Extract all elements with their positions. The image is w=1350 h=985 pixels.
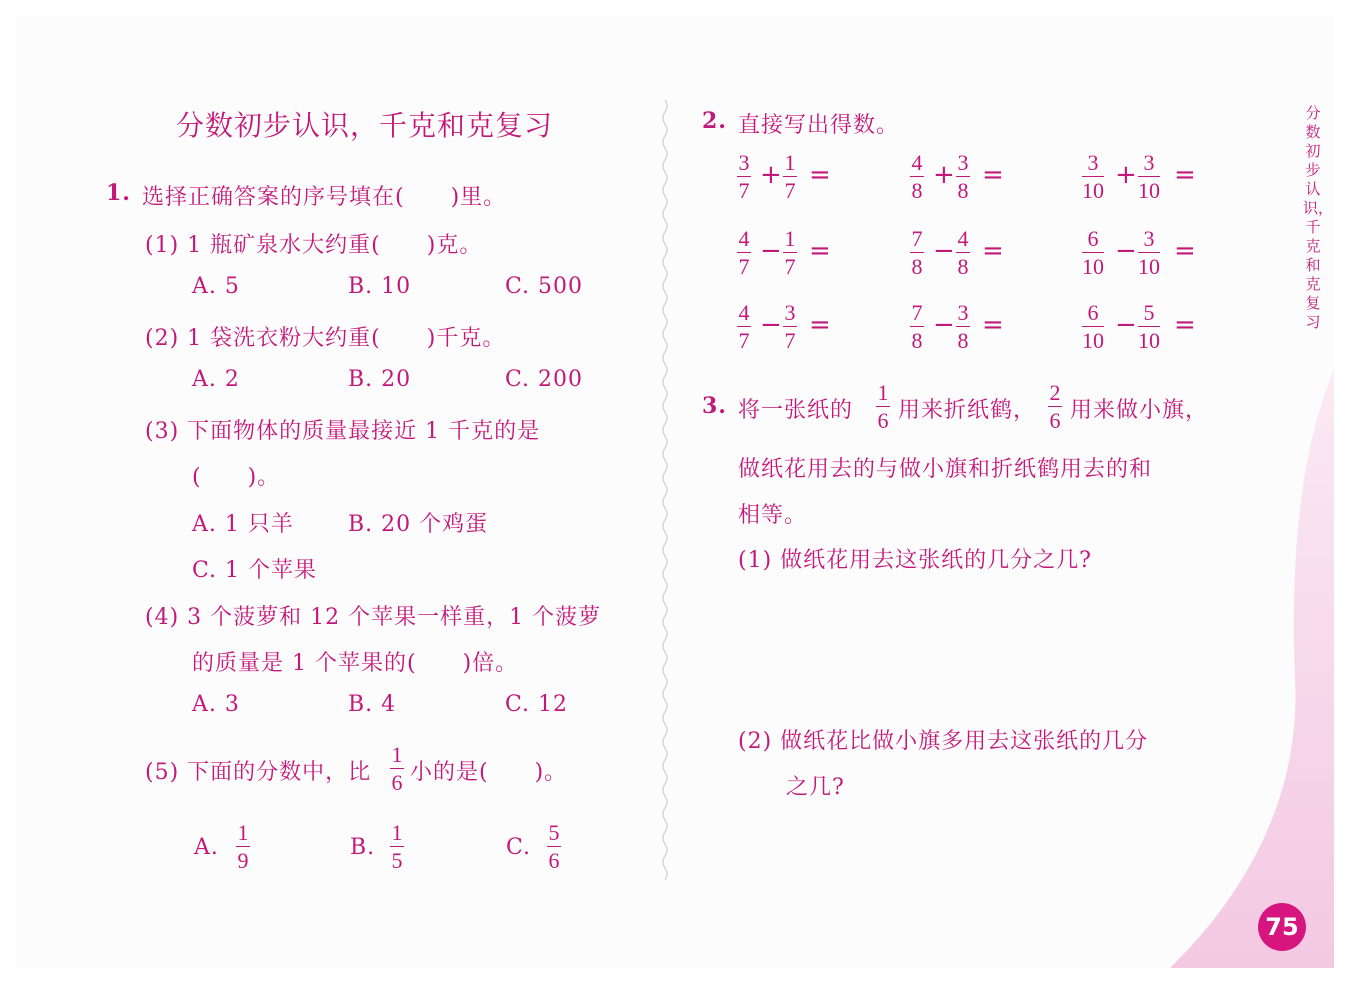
q1-s3-line2: ( )。: [192, 465, 281, 490]
q1-s5-fraction: [390, 742, 404, 795]
fraction-right: [956, 300, 970, 353]
fraction-denominator: 7: [738, 178, 750, 203]
fraction-left: [1082, 226, 1104, 279]
q1-s3-option-c: C. 1 个苹果: [192, 558, 318, 583]
fraction-denominator: 8: [911, 178, 923, 203]
q1-s2-option-c: C. 200: [505, 367, 584, 392]
q1-s5-option-c-label: C.: [506, 835, 532, 860]
q3-fraction-1: [876, 380, 890, 433]
q1-s5-option-a-fraction: [236, 820, 250, 873]
fraction-numerator: 1: [877, 380, 889, 405]
fraction-right: [783, 300, 797, 353]
equals-sign: =: [1174, 236, 1196, 266]
fraction-right: [1138, 226, 1160, 279]
fraction-denominator: 10: [1138, 178, 1160, 203]
q1-s3-option-a: A. 1 只羊: [192, 512, 294, 537]
q2-prompt: 直接写出得数。: [738, 113, 900, 138]
q3-s2-line2: 之几?: [786, 775, 845, 800]
q1-s1-option-a: A. 5: [192, 274, 240, 299]
fraction-left: [1082, 300, 1104, 353]
fraction-numerator: 2: [1049, 380, 1061, 405]
fraction-denominator: 8: [911, 254, 923, 279]
fraction-numerator: 6: [1087, 226, 1099, 251]
fraction-left: [1082, 150, 1104, 203]
fraction-denominator: 8: [957, 328, 969, 353]
fraction-denominator: 7: [784, 254, 796, 279]
fraction-numerator: 5: [548, 820, 560, 845]
fraction-left: [737, 226, 751, 279]
q1-s3-option-b: B. 20 个鸡蛋: [348, 512, 489, 537]
fraction-denominator: 10: [1138, 254, 1160, 279]
fraction-right: [783, 150, 797, 203]
equals-sign: =: [982, 310, 1004, 340]
q1-s5-text-after: 小的是( )。: [410, 760, 568, 785]
fraction-denominator: 10: [1082, 178, 1104, 203]
fraction-denominator: 6: [548, 848, 560, 873]
fraction-denominator: 10: [1082, 254, 1104, 279]
fraction-numerator: 5: [1143, 300, 1155, 325]
fraction-numerator: 6: [1087, 300, 1099, 325]
operator: −: [1115, 310, 1137, 340]
fraction-denominator: 7: [784, 328, 796, 353]
q1-s5-option-b-label: B.: [350, 835, 376, 860]
equals-sign: =: [809, 160, 831, 190]
fraction-numerator: 3: [957, 150, 969, 175]
fraction-left: [737, 150, 751, 203]
fraction-numerator: 3: [1087, 150, 1099, 175]
equals-sign: =: [809, 310, 831, 340]
q1-s5-option-b-fraction: [390, 820, 404, 873]
operator: −: [933, 236, 955, 266]
q3-s1-text: (1) 做纸花用去这张纸的几分之几?: [738, 548, 1092, 573]
q1-s2-text: (2) 1 袋洗衣粉大约重( )千克。: [145, 326, 506, 351]
equals-sign: =: [809, 236, 831, 266]
fraction-denominator: 8: [957, 254, 969, 279]
page-number-badge: 75: [1258, 903, 1306, 951]
q1-s1-text: (1) 1 瓶矿泉水大约重( )克。: [145, 233, 483, 258]
fraction-denominator: 6: [877, 408, 889, 433]
fraction-denominator: 7: [738, 254, 750, 279]
fraction-numerator: 1: [784, 150, 796, 175]
q1-s4-option-b: B. 4: [348, 692, 397, 717]
q3-text-part1: 将一张纸的: [738, 398, 854, 423]
q3-text-part3: 用来做小旗，: [1070, 398, 1209, 423]
q3-s2-line1: (2) 做纸花比做小旗多用去这张纸的几分: [738, 729, 1149, 754]
operator: −: [1115, 236, 1137, 266]
q1-s2-option-b: B. 20: [348, 367, 412, 392]
fraction-numerator: 1: [784, 226, 796, 251]
fraction-right: [1138, 300, 1160, 353]
fraction-denominator: 6: [391, 770, 403, 795]
fraction-right: [783, 226, 797, 279]
q1-s5-text-before: (5) 下面的分数中，比: [145, 760, 372, 785]
q1-s5-option-c-fraction: [547, 820, 561, 873]
equals-sign: =: [1174, 310, 1196, 340]
fraction-numerator: 7: [911, 226, 923, 251]
fraction-left: [910, 150, 924, 203]
fraction-numerator: 1: [391, 742, 403, 767]
q1-s3-line1: (3) 下面物体的质量最接近 1 千克的是: [145, 419, 541, 444]
operator: −: [760, 310, 782, 340]
q1-s1-option-b: B. 10: [348, 274, 412, 299]
fraction-numerator: 3: [1143, 150, 1155, 175]
fraction-numerator: 3: [738, 150, 750, 175]
fraction-numerator: 4: [738, 226, 750, 251]
fraction-numerator: 3: [957, 300, 969, 325]
q1-s2-option-a: A. 2: [192, 367, 240, 392]
q1-s4-line1: (4) 3 个菠萝和 12 个苹果一样重，1 个菠萝: [145, 605, 602, 630]
operator: +: [760, 160, 782, 190]
equals-sign: =: [982, 236, 1004, 266]
q1-prompt: 选择正确答案的序号填在( )里。: [142, 185, 507, 210]
fraction-left: [910, 226, 924, 279]
fraction-numerator: 4: [738, 300, 750, 325]
fraction-denominator: 8: [957, 178, 969, 203]
fraction-denominator: 8: [911, 328, 923, 353]
fraction-numerator: 1: [237, 820, 249, 845]
wavy-divider: [660, 100, 670, 880]
q1-number: 1.: [106, 180, 131, 206]
q1-s5-option-a-label: A.: [194, 835, 219, 860]
fraction-numerator: 4: [911, 150, 923, 175]
fraction-denominator: 7: [738, 328, 750, 353]
q3-fraction-2: [1048, 380, 1062, 433]
fraction-numerator: 3: [1143, 226, 1155, 251]
fraction-left: [910, 300, 924, 353]
q1-s4-option-c: C. 12: [505, 692, 569, 717]
side-section-title: 分数初步认识，千克和克复习: [1303, 104, 1334, 331]
operator: −: [760, 236, 782, 266]
q2-number: 2.: [702, 108, 727, 134]
fraction-left: [737, 300, 751, 353]
q1-s4-line2: 的质量是 1 个苹果的( )倍。: [192, 651, 519, 676]
equals-sign: =: [1174, 160, 1196, 190]
fraction-numerator: 4: [957, 226, 969, 251]
equals-sign: =: [982, 160, 1004, 190]
q3-line3: 相等。: [738, 503, 808, 528]
q3-number: 3.: [702, 393, 727, 419]
fraction-right: [956, 150, 970, 203]
q1-s1-option-c: C. 500: [505, 274, 584, 299]
operator: −: [933, 310, 955, 340]
operator: +: [1115, 160, 1137, 190]
fraction-numerator: 1: [391, 820, 403, 845]
fraction-numerator: 3: [784, 300, 796, 325]
fraction-denominator: 10: [1138, 328, 1160, 353]
operator: +: [933, 160, 955, 190]
fraction-numerator: 7: [911, 300, 923, 325]
fraction-right: [956, 226, 970, 279]
fraction-denominator: 7: [784, 178, 796, 203]
q3-line2: 做纸花用去的与做小旗和折纸鹤用去的和: [738, 457, 1153, 482]
fraction-denominator: 5: [391, 848, 403, 873]
fraction-denominator: 10: [1082, 328, 1104, 353]
fraction-denominator: 6: [1049, 408, 1061, 433]
q3-text-part2: 用来折纸鹤，: [898, 398, 1037, 423]
fraction-right: [1138, 150, 1160, 203]
page-title: 分数初步认识，千克和克复习: [176, 109, 554, 142]
fraction-denominator: 9: [237, 848, 249, 873]
q1-s4-option-a: A. 3: [192, 692, 240, 717]
